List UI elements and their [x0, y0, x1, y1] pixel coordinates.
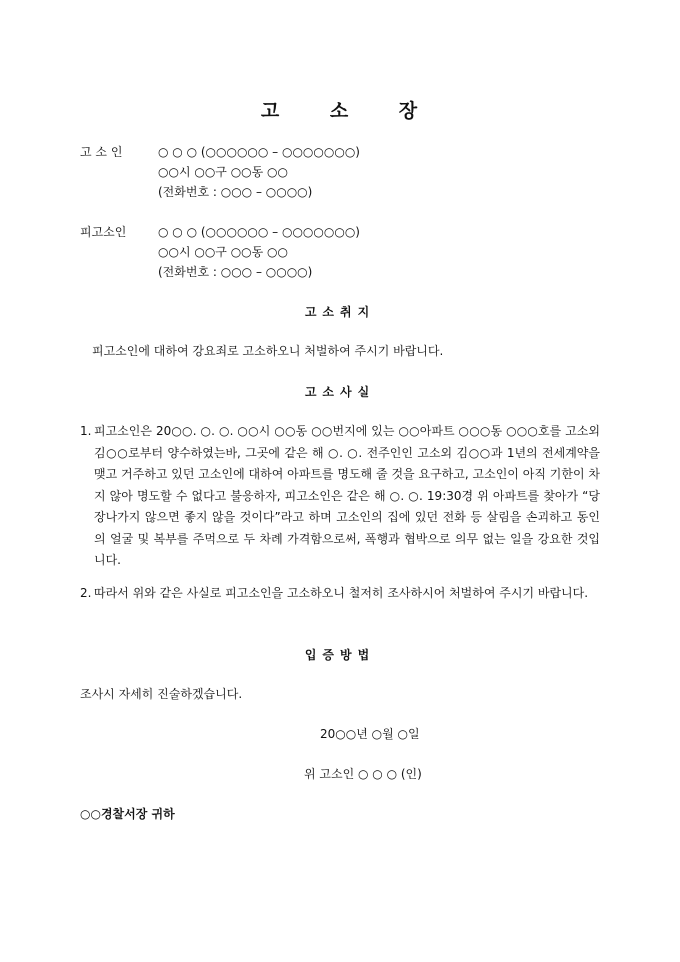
purpose-heading: 고소취지: [304, 305, 376, 319]
signature-line: 위 고소인 ○ ○ ○ (인): [304, 767, 422, 781]
document-title: 고 소 장: [260, 100, 420, 122]
defendant-label: 피고소인: [80, 225, 127, 239]
evidence-text: 조사시 자세히 진술하겠습니다.: [80, 687, 243, 701]
defendant-phone: (전화번호 : ○○○ – ○○○○): [158, 265, 313, 279]
facts-item-1: [80, 421, 600, 572]
complainant-phone: (전화번호 : ○○○ – ○○○○): [158, 185, 313, 199]
recipient: ○○경찰서장 귀하: [80, 807, 175, 821]
document-date: 20○○년 ○월 ○일: [320, 727, 420, 741]
complainant-address: ○○시 ○○구 ○○동 ○○: [158, 165, 288, 179]
facts-item-number: 1.: [80, 424, 92, 438]
evidence-heading: 입증방법: [304, 648, 376, 662]
facts-item-text: 피고소인은 20○○. ○. ○. ○○시 ○○동 ○○번지에 있는 ○○아파트 ○○○동 ○○○호를 고소외 김○○로부터 양수하였는바, 그곳에 같은 해 ○. ○. 전주인인 고소외 김○○과 1년의 전세계약을 맺고 거주하고 있던 고소인에 대하여 아파트를 명도해 줄 것을 요구하고, 고소인이 아직 기한이 차지 않아 명도할 수 없다고 불응하자, 피고소인은 같은 해 ○. ○. 19:30경 위 아파트를 찾아가 “당장나가지 않으면 좋지 않을 것이다”라고 하며 고소인의 집에 있던 전화 등 살림을 손괴하고 동인의 얼굴 및 복부를 주먹으로 두 차례 가격함으로써, 폭행과 협박으로 의무 없는 일을 강요한 것입니다.: [94, 424, 600, 567]
purpose-text: 피고소인에 대하여 강요죄로 고소하오니 처벌하여 주시기 바랍니다.: [92, 344, 444, 358]
defendant-name-id: ○ ○ ○ (○○○○○○ – ○○○○○○○): [158, 225, 360, 239]
facts-item-number: 2.: [80, 586, 92, 600]
complainant-label: 고 소 인: [80, 145, 123, 159]
facts-item-2: [80, 583, 600, 605]
defendant-address: ○○시 ○○구 ○○동 ○○: [158, 245, 288, 259]
facts-item-text: 따라서 위와 같은 사실로 피고소인을 고소하오니 철저히 조사하시어 처벌하여 주시기 바랍니다.: [94, 586, 589, 600]
facts-heading: 고소사실: [304, 385, 376, 399]
complainant-name-id: ○ ○ ○ (○○○○○○ – ○○○○○○○): [158, 145, 360, 159]
